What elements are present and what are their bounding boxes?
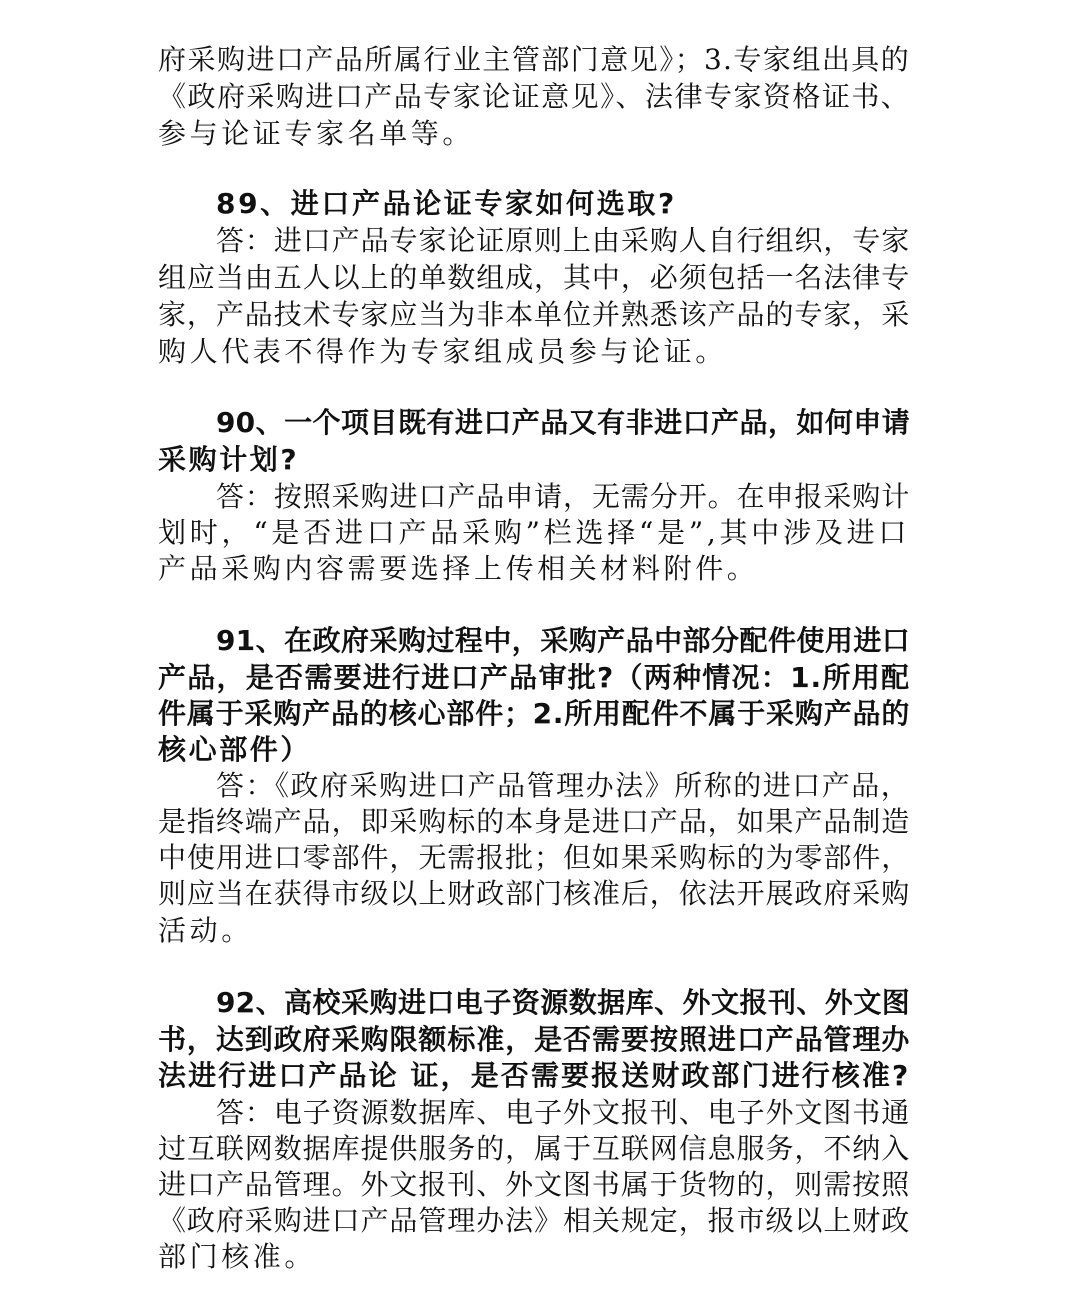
question-91-heading: 91、在政府采购过程中，采购产品中部分配件使用进口 (216, 624, 910, 657)
question-91-heading: 件属于采购产品的核心部件；2.所用配件不属于采购产品的 (158, 697, 910, 730)
question-89-heading: 89、进口产品论证专家如何选取? (216, 187, 677, 220)
question-91-heading: 核心部件） (158, 733, 312, 766)
answer-92-line: 过互联网数据库提供服务的，属于互联网信息服务，不纳入 (158, 1132, 910, 1165)
question-92-heading: 92、高校采购进口电子资源数据库、外文报刊、外文图 (216, 986, 910, 1019)
question-91-heading: 产品，是否需要进行进口产品审批?（两种情况：1.所用配 (158, 661, 910, 694)
question-90-heading: 90、一个项目既有进口产品又有非进口产品，如何申请 (216, 406, 910, 439)
intro-line: 参与论证专家名单等。 (158, 117, 475, 150)
answer-91-line: 则应当在获得市级以上财政部门核准后，依法开展政府采购 (158, 877, 910, 910)
answer-89-line: 家，产品技术专家应当为非本单位并熟悉该产品的专家，采 (158, 298, 910, 331)
answer-89-line: 组应当由五人以上的单数组成，其中，必须包括一名法律专 (158, 261, 910, 294)
answer-91-line: 中使用进口零部件，无需报批；但如果采购标的为零部件， (158, 841, 910, 874)
answer-92-line: 答：电子资源数据库、电子外文报刊、电子外文图书通 (216, 1096, 910, 1129)
answer-92-line: 部门核准。 (158, 1240, 317, 1273)
question-90-heading: 采购计划? (158, 443, 300, 476)
answer-91-line: 答：《政府采购进口产品管理办法》所称的进口产品， (216, 769, 910, 802)
question-92-heading: 法进行进口产品论 证，是否需要报送财政部门进行核准? (158, 1059, 910, 1092)
answer-91-line: 是指终端产品，即采购标的本身是进口产品，如果产品制造 (158, 805, 910, 838)
answer-91-line: 活动。 (158, 914, 253, 947)
intro-line: 《政府采购进口产品专家论证意见》、法律专家资格证书、 (158, 80, 910, 113)
answer-90-line: 划时，“是否进口产品采购”栏选择“是”,其中涉及进口 (158, 516, 910, 549)
answer-90-line: 产品采购内容需要选择上传相关材料附件。 (158, 552, 759, 585)
answer-90-line: 答：按照采购进口产品申请，无需分开。在申报采购计 (216, 480, 910, 513)
question-92-heading: 书，达到政府采购限额标准，是否需要按照进口产品管理办 (158, 1023, 910, 1056)
intro-line: 府采购进口产品所属行业主管部门意见》；3.专家组出具的 (158, 43, 910, 76)
answer-89-line: 答：进口产品专家论证原则上由采购人自行组织，专家 (216, 224, 910, 257)
answer-92-line: 《政府采购进口产品管理办法》相关规定，报市级以上财政 (158, 1204, 910, 1237)
answer-89-line: 购人代表不得作为专家组成员参与论证。 (158, 335, 727, 368)
answer-92-line: 进口产品管理。外文报刊、外文图书属于货物的，则需按照 (158, 1168, 910, 1201)
